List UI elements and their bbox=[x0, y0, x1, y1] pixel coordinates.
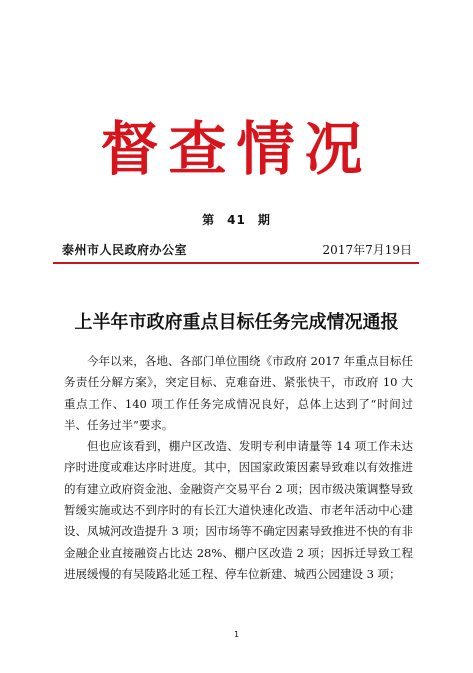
paragraph: 今年以来，各地、各部门单位围绕《市政府 2017 年重点目标任务责任分解方案》，突定目标、克难奋进、紧张快干，市政府 10 大重点工作、140 项工作任务完成情况良好，总体上达到了“时间过半、任务过半”要求。 bbox=[64, 354, 413, 432]
issue-number bbox=[0, 212, 473, 228]
masthead-title: 督查情况 bbox=[100, 115, 373, 183]
page-number: 1 bbox=[233, 630, 240, 639]
issue-suffix: 期 bbox=[257, 213, 271, 227]
article-title: 上半年市政府重点目标任务完成情况通报 bbox=[74, 312, 399, 333]
issuing-office: 泰州市人民政府办公室 bbox=[62, 243, 188, 257]
header-divider bbox=[53, 262, 419, 264]
article-body bbox=[64, 351, 413, 585]
document-meta-row bbox=[62, 241, 412, 259]
issue-date: 2017年7月19日 bbox=[322, 243, 412, 257]
issue-prefix: 第 bbox=[202, 213, 216, 227]
issue-number-value: 41 bbox=[227, 213, 246, 227]
paragraph: 但也应该看到，棚户区改造、发明专利申请量等 14 项工作未达序时进度或难达序时进度。其中，因国家政策因素导致难以有效推进的有建立政府资金池、金融资产交易平台 2 项；因市级决策调整导致暂缓实施或达不到序时的有长江大道快速化改造、市老年活动中心建设、凤城河改造提升 3 项；因市场等不确定因素导致推进不快的有非金融企业直接融资占比达 28%、棚户区改造 2 项；因拆迁导致工程进展缓慢的有吴陵路北延工程、停车位新建、城西公园建设 3 项； bbox=[64, 439, 413, 581]
